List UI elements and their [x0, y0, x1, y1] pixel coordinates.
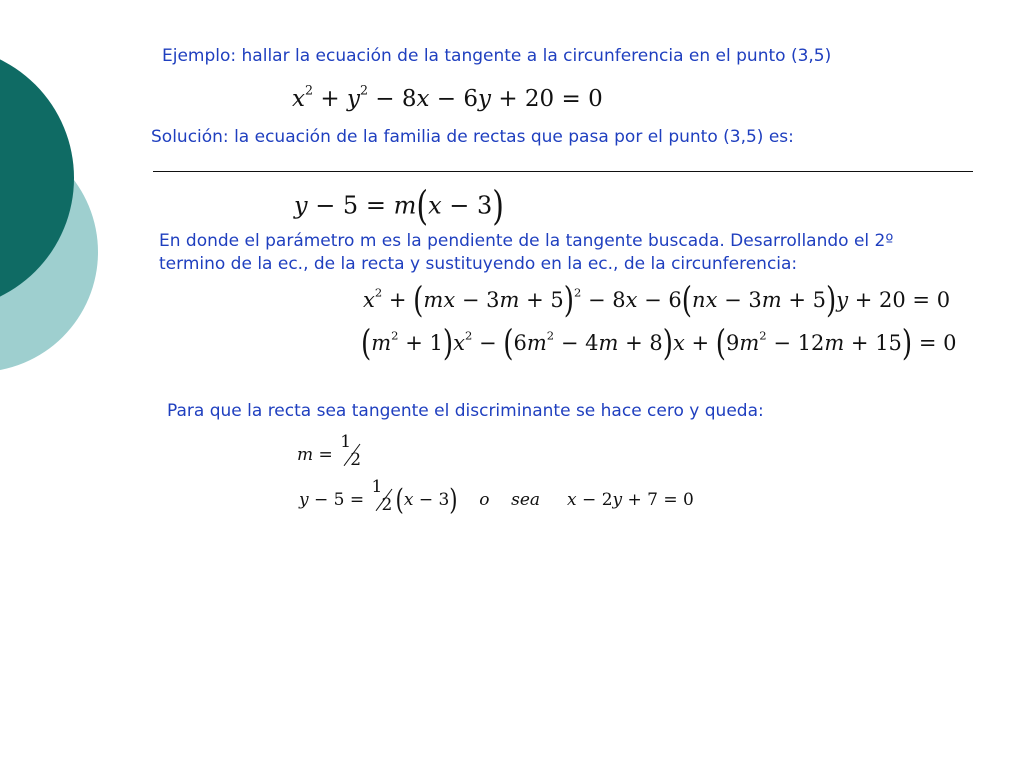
line-family-equation: y − 5 = m(x − 3) — [294, 182, 504, 231]
one-half-fraction: 1 2 — [340, 431, 362, 471]
explanation-paragraph: En donde el parámetro m es la pendiente de la tangente buscada. Desarrollando el 2º termino de la ec., de la recta y sustituyendo en la ec., de la circunferencia: — [159, 231, 894, 274]
slope-equation: m = 1 2 — [297, 441, 364, 470]
tangent-equation: y − 5 = 1 2 (x − 3) o sea x − 2y + 7 = 0 — [299, 476, 694, 518]
example-statement: Ejemplo: hallar la ecuación de la tangente a la circunferencia en el punto (3,5) — [162, 46, 832, 66]
solution-statement: Solución: la ecuación de la familia de rectas que pasa por el punto (3,5) es: — [151, 127, 794, 147]
word-sea: sea — [511, 489, 541, 510]
word-o: o — [479, 489, 490, 510]
divider-line — [153, 171, 973, 172]
quadratic-equation: $(m^2 + 1)x^2 - (6m^2 - 4m + 8)x + (9m^2 - 12m + 15) = 0$ — [361, 323, 957, 365]
decorative-circles — [0, 0, 110, 410]
tangent-condition-statement: Para que la recta sea tangente el discriminante se hace cero y queda: — [167, 401, 764, 421]
substituted-equation: $x^2 + (mx - 3m + 5)^2 - 8x - 6(nx - 3m + 5)y + 20 = 0$ — [363, 280, 951, 322]
one-half-fraction: 1 2 — [371, 476, 393, 516]
circle-equation: $x^2 + y^2 - 8x - 6y + 20 = 0$ — [292, 82, 603, 112]
